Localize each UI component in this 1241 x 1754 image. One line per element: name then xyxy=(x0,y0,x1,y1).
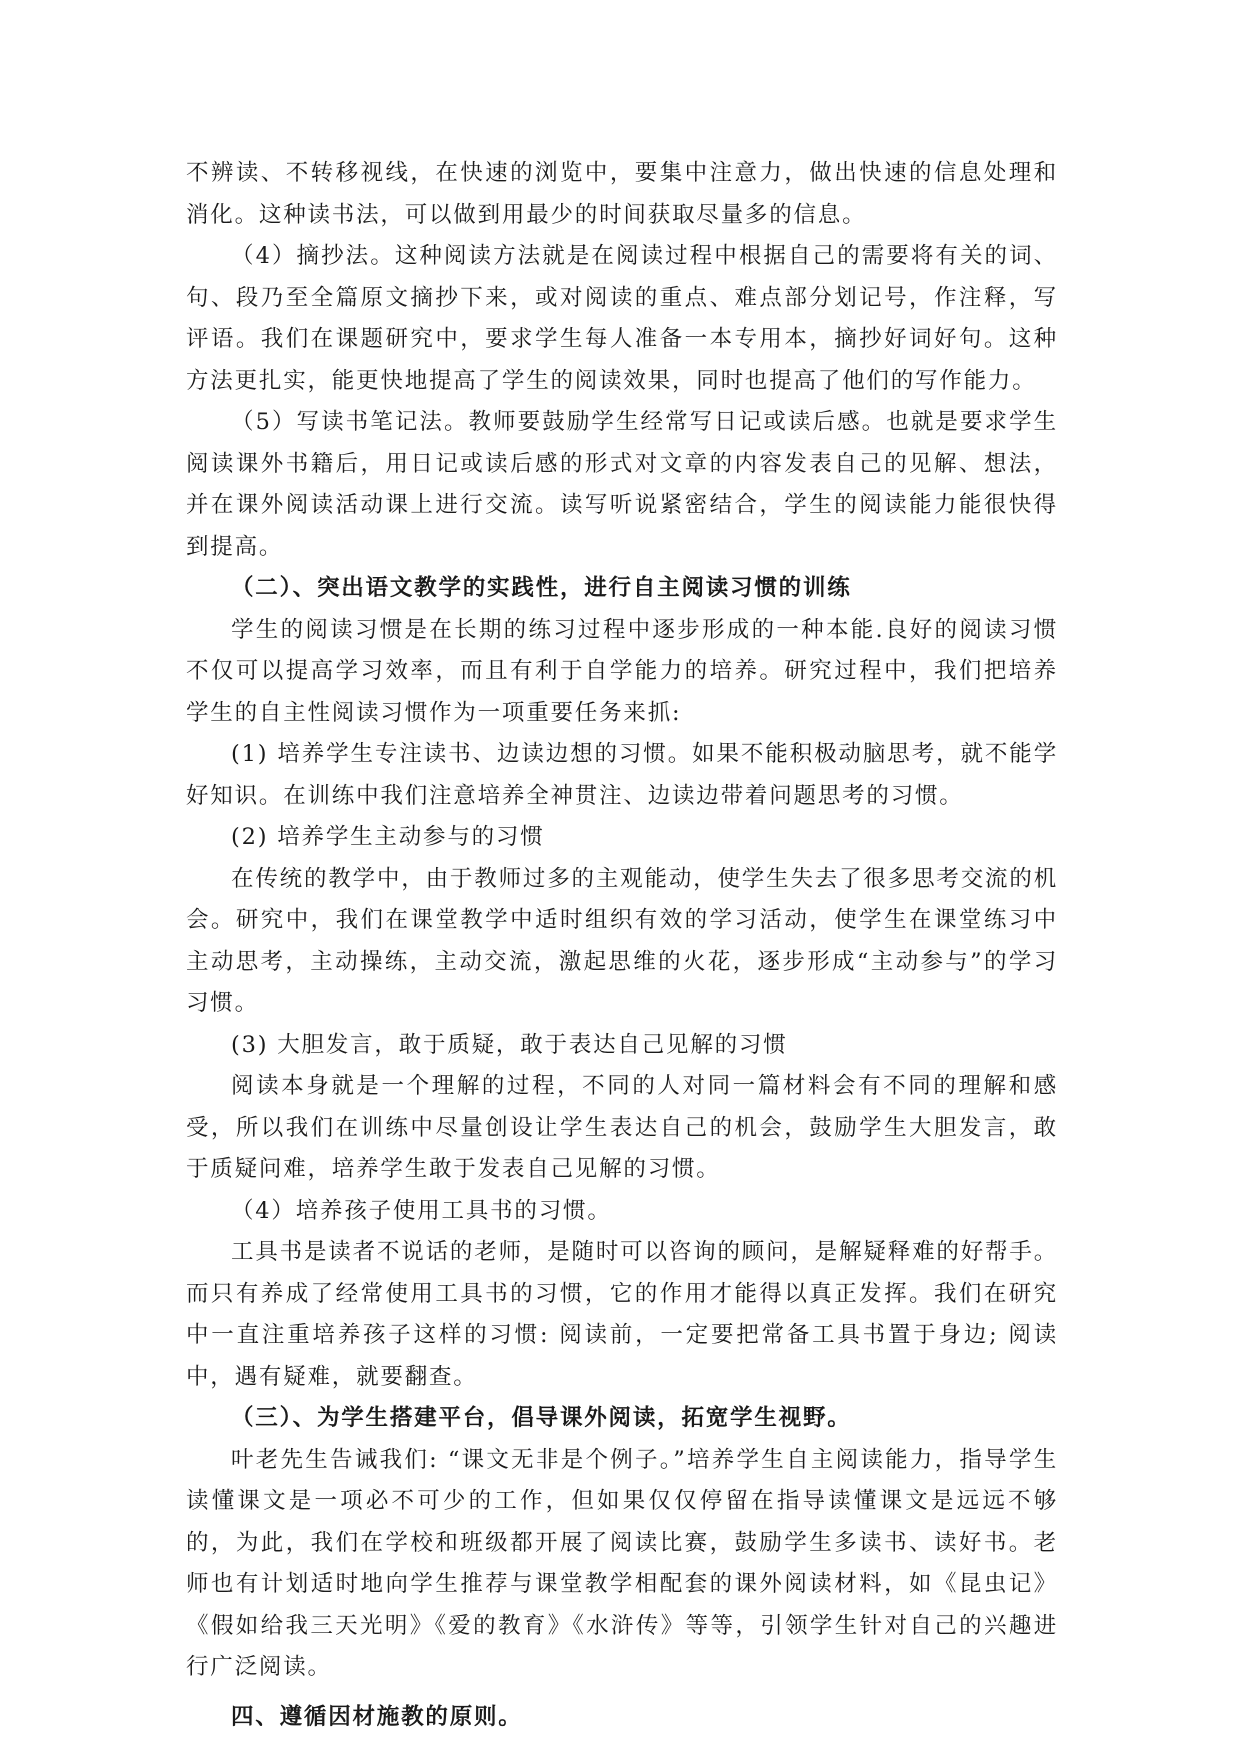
heading-section-2: （二）、突出语文教学的实践性，进行自主阅读习惯的训练 xyxy=(231,575,852,601)
paragraph-method-4: （4）摘抄法。这种阅读方法就是在阅读过程中根据自己的需要将有关的词、句、段乃至全篇原文摘抄下来，或对阅读的重点、难点部分划记号，作注释，写评语。我们在课题研究中，要求学生每人准备一本专用本，摘抄好词好句。这种方法更扎实，能更快地提高了学生的阅读效果，同时也提高了他们的写作能力。 xyxy=(186,243,1058,394)
paragraph-section-3-body: 叶老先生告诫我们: “课文无非是个例子。”培养学生自主阅读能力，指导学生读懂课文是一项必不可少的工作，但如果仅仅停留在指导读懂课文是远远不够的，为此，我们在学校和班级都开展了阅读比赛，鼓励学生多读书、读好书。老师也有计划适时地向学生推荐与课堂教学相配套的课外阅读材料，如《昆虫记》《假如给我三天光明》《爱的教育》《水浒传》等等，引领学生针对自己的兴趣进行广泛阅读。 xyxy=(186,1446,1058,1680)
heading-section-4: 四、遵循因材施教的原则。 xyxy=(231,1703,523,1730)
paragraph-habit-2-title: (2) 培养学生主动参与的习惯 xyxy=(231,824,545,850)
paragraph-habit-4-body: 工具书是读者不说话的老师，是随时可以咨询的顾问，是解疑释难的好帮手。而只有养成了经常使用工具书的习惯，它的作用才能得以真正发挥。我们在研究中一直注重培养孩子这样的习惯: 阅读前，一定要把常备工具书置于身边; 阅读中，遇有疑难，就要翻查。 xyxy=(186,1239,1058,1390)
document-body xyxy=(186,153,1058,1738)
paragraph-continued: 不辨读、不转移视线，在快速的浏览中，要集中注意力，做出快速的信息处理和消化。这种读书法，可以做到用最少的时间获取尽量多的信息。 xyxy=(186,160,1058,228)
paragraph-habit-2-body: 在传统的教学中，由于教师过多的主观能动，使学生失去了很多思考交流的机会。研究中，我们在课堂教学中适时组织有效的学习活动，使学生在课堂练习中主动思考，主动操练，主动交流，激起思维的火花，逐步形成“主动参与”的学习习惯。 xyxy=(186,865,1058,1016)
paragraph-habit-1: (1) 培养学生专注读书、边读边想的习惯。如果不能积极动脑思考，就不能学好知识。在训练中我们注意培养全神贯注、边读边带着问题思考的习惯。 xyxy=(186,741,1058,809)
heading-section-3: （三）、为学生搭建平台，倡导课外阅读，拓宽学生视野。 xyxy=(231,1405,852,1431)
paragraph-habit-intro: 学生的阅读习惯是在长期的练习过程中逐步形成的一种本能.良好的阅读习惯不仅可以提高学习效率，而且有利于自学能力的培养。研究过程中，我们把培养学生的自主性阅读习惯作为一项重要任务来抓: xyxy=(186,616,1058,726)
paragraph-habit-3-body: 阅读本身就是一个理解的过程，不同的人对同一篇材料会有不同的理解和感受，所以我们在训练中尽量创设让学生表达自己的机会，鼓励学生大胆发言，敢于质疑问难，培养学生敢于发表自己见解的习惯。 xyxy=(186,1073,1058,1182)
paragraph-method-5: （5）写读书笔记法。教师要鼓励学生经常写日记或读后感。也就是要求学生阅读课外书籍后，用日记或读后感的形式对文章的内容发表自己的见解、想法，并在课外阅读活动课上进行交流。读写听说紧密结合，学生的阅读能力能很快得到提高。 xyxy=(186,409,1058,560)
paragraph-habit-4-title: （4）培养孩子使用工具书的习惯。 xyxy=(231,1197,612,1224)
paragraph-habit-3-title: (3) 大胆发言，敢于质疑，敢于表达自己见解的习惯 xyxy=(231,1031,788,1058)
